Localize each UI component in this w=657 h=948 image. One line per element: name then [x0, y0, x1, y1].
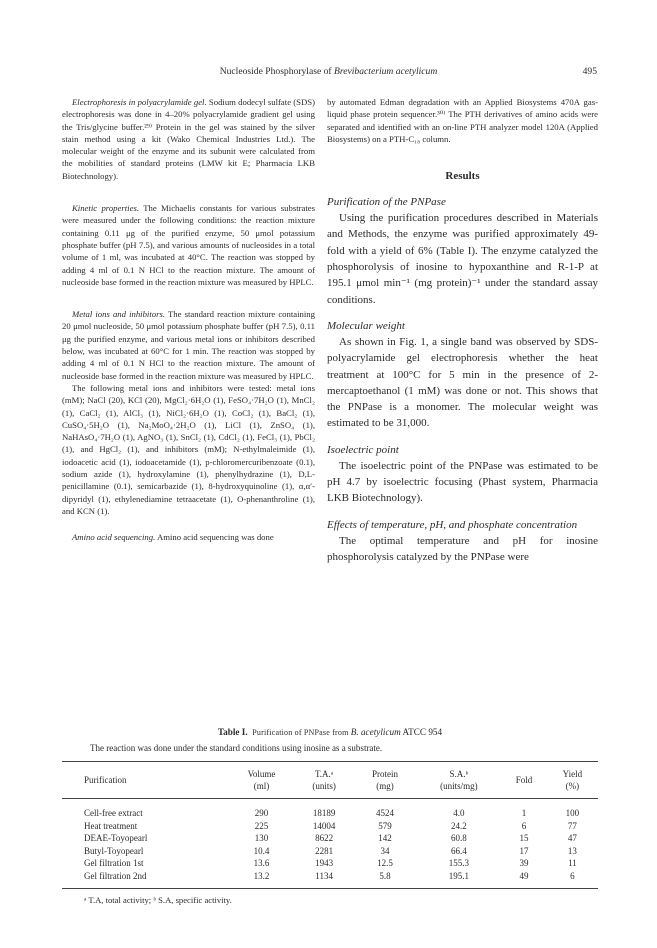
table-cell: 100 — [565, 808, 580, 818]
table-caption: Table I. Purification of PNPase from B. acetylicum ATCC 954 — [217, 727, 443, 737]
table-cell: 1 — [521, 808, 527, 818]
table-cell: 17 — [519, 845, 529, 856]
table-row — [62, 799, 598, 820]
table-header-cell: Fold — [515, 775, 533, 785]
paragraph-kinetic-properties: Kinetic properties. The Michaelis constants for various substrates were measured under the following conditions: the reaction mixture containing 0.11 μg of the purified enzyme, 50 μmol potassium phosphate buffer (pH 7.5), and various amounts of nucleosides in a total volume of 1 ml, was incubated at 40°C. The reaction was stopped by adding 4 ml of 0.1 N HCl to the reaction mixture. The amount of nucleoside base formed in the reaction mixture was measured by HPLC. — [62, 203, 316, 287]
table-cell: DEAE-Toyopearl — [84, 833, 148, 843]
paragraph-sequencing-cont: by automated Edman degradation with an Applied Biosystems 470A gas-liquid phase protein sequencer.³⁰⁾ The PTH derivatives of amino acids were separated and identified with an on-line PTH analyzer model 120A (Applied Biosystems) on a PTH-C₁₈ column. — [327, 97, 598, 144]
table-header-cell: Protein (mg) — [372, 769, 399, 791]
table-header-cell: Yield (%) — [562, 769, 583, 791]
table-cell: 60.8 — [451, 833, 467, 843]
table-cell: 1943 — [315, 858, 334, 868]
table-cell: 142 — [378, 833, 392, 843]
table-cell: 34 — [380, 845, 390, 856]
table-cell: 290 — [254, 808, 269, 818]
table-row — [62, 820, 598, 833]
table-cell: 66.4 — [451, 845, 467, 856]
table-cell: 24.2 — [451, 820, 467, 831]
table-header-cell: T.A.ᵃ (units) — [312, 769, 336, 791]
table-header-cell: S.A.ᵇ (units/mg) — [440, 769, 478, 791]
table-row — [62, 870, 598, 889]
table-cell: 8622 — [315, 833, 334, 843]
table-cell: 155.3 — [448, 858, 470, 868]
table-cell: 2281 — [315, 845, 334, 856]
table-cell: 14004 — [312, 820, 336, 831]
paragraph-metal-ions: Metal ions and inhibitors. The standard reaction mixture containing 20 μmol nucleoside, 50 μmol potassium phosphate buffer (pH 7.5), 0.11 μg the purified enzyme, and various metal ions or inhibitors described below, was incubated at 60°C for 1 min. The reaction was stopped by adding 4 ml of 0.1 N HCl to the reaction mixture. The amount of nucleoside base formed in the reaction mixture was measured by HPLC. — [62, 309, 315, 381]
table-row — [62, 832, 598, 845]
section-heading-isoelectric-point: Isoelectric point — [327, 443, 399, 456]
table-cell: 11 — [568, 858, 577, 868]
table-cell: 6 — [521, 820, 527, 831]
paragraph-electrophoresis: Electrophoresis in polyacrylamide gel. Sodium dodecyl sulfate (SDS) electrophoresis was done in 4–20% polyacrylamide gradient gel using the Tris/glycine buffer.²⁹⁾ Protein in the gel was stained by the silver stain method using a kit (Wako Chemical Industries Ltd.). The molecular weight of the enzyme and its subunit were calculated from the mobilities of standard proteins (LMW kit E; Pharmacia LKB Biotechnology). — [62, 97, 315, 181]
paragraph-purification: Using the purification procedures described in Materials and Methods, the enzyme was purified approximately 49-fold with a yield of 6% (Table I). The enzyme catalyzed the phosphorolysis of inosine to hypoxanthine and R-1-P at 195.1 μmol min⁻¹ (mg protein)⁻¹ under the standard assay conditions. — [327, 212, 598, 306]
table-cell: 13 — [567, 845, 577, 856]
section-heading-effects: Effects of temperature, pH, and phosphate concentration — [327, 518, 578, 531]
table-cell: Butyl-Toyopearl — [84, 845, 144, 856]
table-header-cell: Purification — [84, 775, 127, 785]
purification-table-block — [62, 727, 598, 905]
table-cell: 13.2 — [253, 870, 270, 881]
table-cell: 47 — [567, 833, 577, 843]
table-cell: 10.4 — [253, 845, 270, 856]
table-cell: 6 — [570, 870, 575, 881]
paragraph-metal-ions-list: The following metal ions and inhibitors were tested: metal ions (mM); NaCl (20), KCl (20), MgCl₂·6H₂O (1), FeSO₄·7H₂O (1), MnCl₂ (1), CaCl₂ (1), AlCl₃ (1), NiCl₂·6H₂O (1), CoCl₂ (1), BaCl₂ (1), CuSO₄·5H₂O (1), Na₂MoO₄·2H₂O (1), LiCl (1), ZnSO₄ (1), NaHAsO₄·7H₂O (1), AgNO₃ (1), SnCl₂ (1), CdCl₂ (1), FeCl₃ (1), PbCl₂ (1), and HgCl₂ (1), and inhibitors (mM); N-ethylmaleimide (1), iodoacetic acid (1), iodoacetamide (1), p-chloromercuribenzoate (0.1), sodium azide (1), hydroxylamine (1), phenylhydrazine (1), D,L-penicillamine (0.1), semicarbazide (1), 8-hydroxyquinoline (1), α,α′-dipyridyl (1), ethylenediamine tetraacetate (1), O-phenanthroline (1), and KCN (1). — [62, 382, 315, 516]
table-cell: Cell-free extract — [84, 808, 143, 818]
table-cell: 5.8 — [379, 870, 391, 881]
section-heading-molecular-weight: Molecular weight — [327, 319, 405, 332]
table-footnote: ᵃ T.A, total activity; ᵇ S.A, specific activity. — [84, 895, 232, 905]
table-cell: Heat treatment — [84, 820, 138, 831]
table-cell: 39 — [519, 858, 529, 868]
paragraph-molecular-weight: As shown in Fig. 1, a single band was observed by SDS-polyacrylamide gel electrophoresis whether the heat treatment at 100°C for 5 min in the presence of 2-mercaptoethanol (1 mM) was done or not. This shows that the PNPase is a monomer. The molecular weight was estimated to be 31,000. — [327, 335, 598, 430]
table-row — [62, 857, 598, 870]
purification-table — [62, 761, 598, 889]
left-column — [62, 96, 315, 555]
table-note: The reaction was done under the standard conditions using inosine as a substrate. — [90, 743, 383, 753]
paragraph-effects: The optimal temperature and pH for inosine phosphorolysis catalyzed by the PNPase were — [327, 534, 598, 563]
table-cell: Gel filtration 2nd — [84, 870, 147, 881]
results-heading: Results — [445, 170, 480, 183]
table-cell: 579 — [378, 820, 392, 831]
section-heading-purification: Purification of the PNPase — [327, 196, 446, 209]
table-label: Table I. — [217, 727, 248, 737]
paragraph-amino-acid-sequencing: Amino acid sequencing. Amino acid sequencing was done — [72, 532, 274, 543]
table-cell: 12.5 — [377, 858, 393, 868]
table-cell: 49 — [519, 870, 529, 881]
table-cell: 4524 — [376, 808, 395, 818]
page-number: 495 — [582, 66, 597, 77]
table-cell: 13.6 — [253, 858, 270, 868]
table-cell: 4.0 — [453, 808, 465, 818]
table-cell: 195.1 — [448, 870, 470, 881]
table-cell: 18189 — [312, 808, 336, 818]
paragraph-isoelectric-point: The isoelectric point of the PNPase was estimated to be pH 4.7 by isoelectric focusing (Phast system, Pharmacia LKB Biotechnology). — [327, 459, 598, 505]
table-cell: 225 — [254, 820, 269, 831]
running-title: Nucleoside Phosphorylase of Brevibacterium acetylicum — [219, 66, 438, 77]
table-cell: 77 — [567, 820, 577, 831]
table-cell: Gel filtration 1st — [84, 858, 144, 868]
table-row — [62, 845, 598, 858]
table-cell: 1134 — [315, 870, 333, 881]
table-cell: 130 — [254, 833, 269, 843]
right-column — [327, 96, 598, 575]
table-header-cell: Volume (ml) — [247, 769, 276, 791]
table-cell: 15 — [519, 833, 529, 843]
table-header-row — [62, 762, 598, 799]
